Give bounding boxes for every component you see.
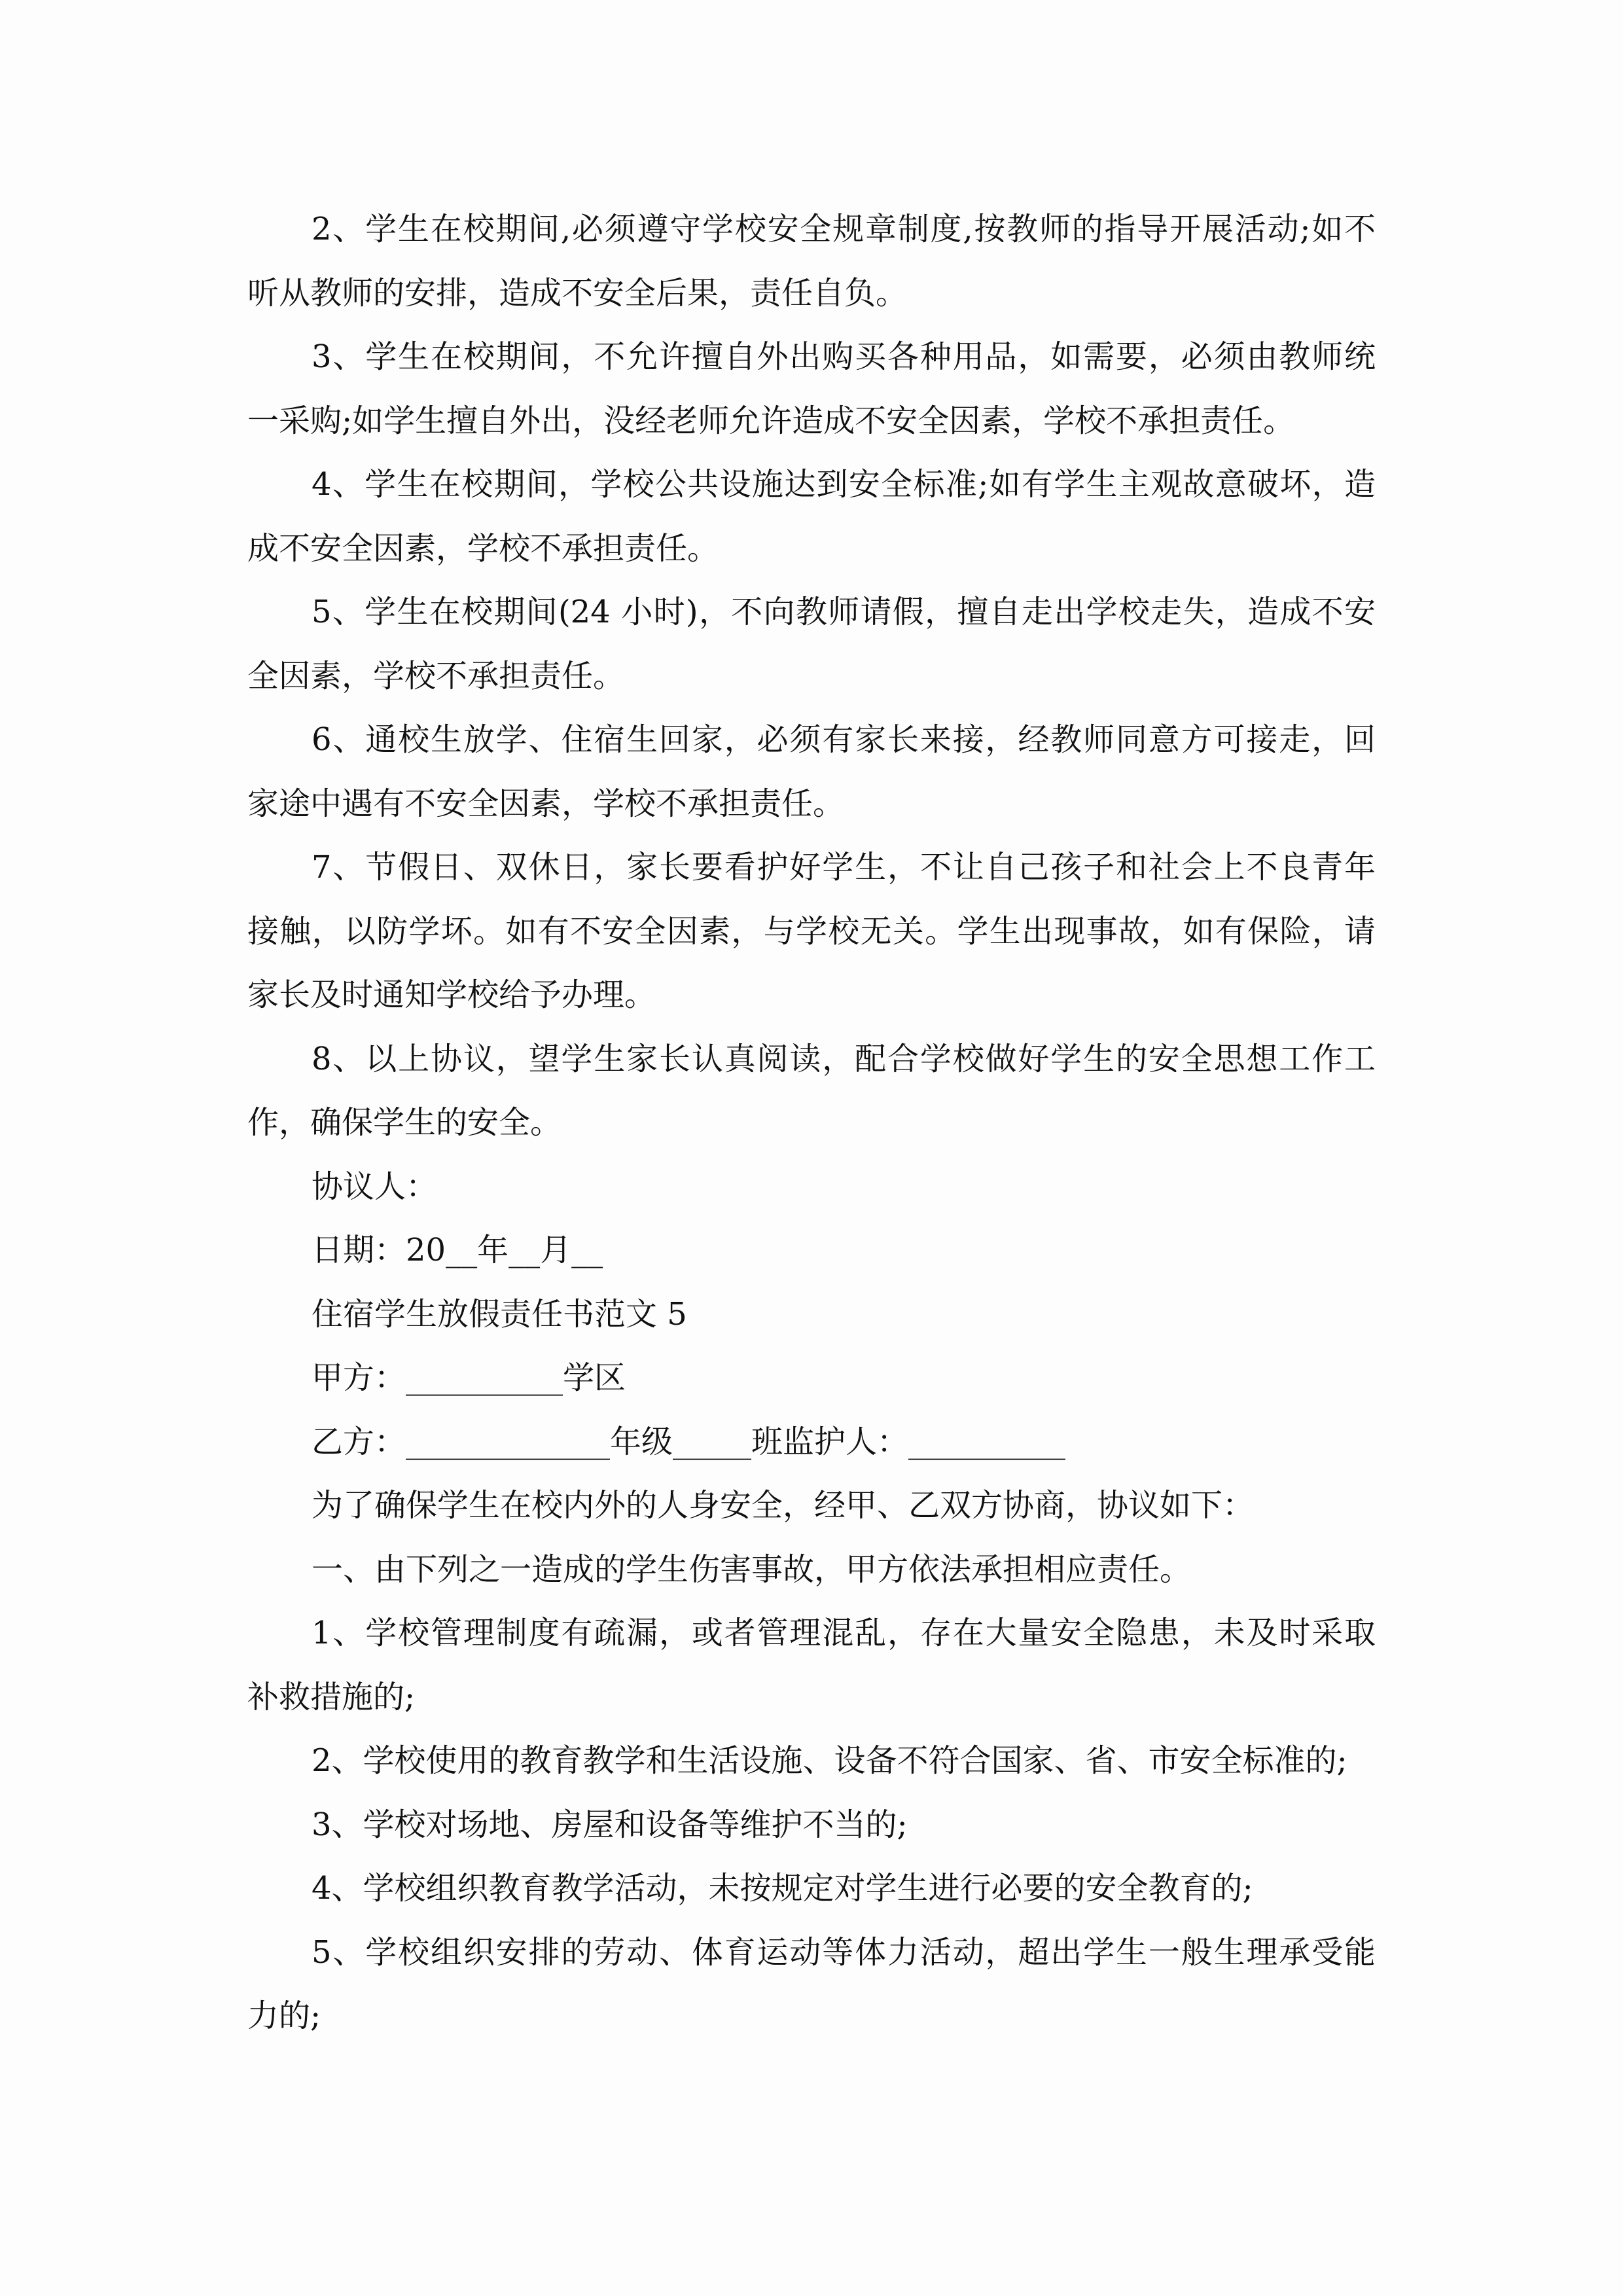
- text-line: 8、以上协议，望学生家长认真阅读，配合学校做好学生的安全思想工作工: [312, 1040, 1376, 1077]
- party-b-field: 乙方：_____________年级_____班监护人：__________: [312, 1423, 1066, 1460]
- text-line: 4、学生在校期间，学校公共设施达到安全标准;如有学生主观故意破坏，造: [312, 466, 1376, 503]
- party-a-field: 甲方：__________学区: [312, 1359, 626, 1396]
- clause-1-item-2: [247, 1729, 1376, 1793]
- text-line: 补救措施的;: [247, 1678, 416, 1715]
- text-line: 听从教师的安排，造成不安全后果，责任自负。: [247, 274, 908, 312]
- signatory-label: 协议人：: [312, 1168, 438, 1205]
- signatory-line: [247, 1155, 1376, 1219]
- text-line: 6、通校生放学、住宿生回家，必须有家长来接，经教师同意方可接走，回: [312, 721, 1376, 758]
- text-line: 成不安全因素，学校不承担责任。: [247, 529, 719, 567]
- clause-1-item-4: [247, 1857, 1376, 1921]
- text-line: 为了确保学生在校内外的人身安全，经甲、乙双方协商，协议如下：: [312, 1487, 1255, 1524]
- document-body: [247, 198, 1376, 2049]
- rule-6-paragraph: [247, 708, 1376, 836]
- clause-1-heading: [247, 1538, 1376, 1602]
- text-line: 一、由下列之一造成的学生伤害事故，甲方依法承担相应责任。: [312, 1551, 1192, 1588]
- text-line: 5、学校组织安排的劳动、体育运动等体力活动，超出学生一般生理承受能: [312, 1933, 1376, 1971]
- text-line: 2、学校使用的教育教学和生活设施、设备不符合国家、省、市安全标准的;: [312, 1742, 1347, 1779]
- text-line: 5、学生在校期间(24 小时)，不向教师请假，擅自走出学校走失，造成不安: [312, 594, 1376, 630]
- section-title: [247, 1283, 1376, 1347]
- clause-1-item-5: [247, 1921, 1376, 2049]
- text-line: 力的;: [247, 1998, 321, 2034]
- text-line: 4、学校组织教育教学活动，未按规定对学生进行必要的安全教育的;: [312, 1870, 1253, 1907]
- party-a-line: [247, 1346, 1376, 1410]
- text-line: 3、学校对场地、房屋和设备等维护不当的;: [312, 1806, 908, 1843]
- text-line: 接触，以防学坏。如有不安全因素，与学校无关。学生出现事故，如有保险，请: [247, 912, 1376, 950]
- rule-5-paragraph: [247, 581, 1376, 708]
- text-line: 1、学校管理制度有疏漏，或者管理混乱，存在大量安全隐患，未及时采取: [312, 1615, 1376, 1651]
- text-line: 家途中遇有不安全因素，学校不承担责任。: [247, 785, 845, 822]
- text-line: 作，确保学生的安全。: [247, 1104, 562, 1141]
- text-line: 3、学生在校期间，不允许擅自外出购买各种用品，如需要，必须由教师统: [312, 338, 1376, 375]
- text-line: 2、学生在校期间,必须遵守学校安全规章制度,按教师的指导开展活动;如不: [312, 211, 1376, 247]
- text-line: 7、节假日、双休日，家长要看护好学生，不让自己孩子和社会上不良青年: [312, 849, 1376, 886]
- rule-4-paragraph: [247, 453, 1376, 581]
- rule-7-paragraph: [247, 836, 1376, 1028]
- date-field: 日期：20__年__月__: [312, 1232, 603, 1268]
- date-line: [247, 1219, 1376, 1283]
- preamble-paragraph: [247, 1474, 1376, 1538]
- text-line: 全因素，学校不承担责任。: [247, 657, 625, 694]
- text-line: 一采购;如学生擅自外出，没经老师允许造成不安全因素，学校不承担责任。: [247, 402, 1295, 439]
- text-line: 家长及时通知学校给予办理。: [247, 977, 656, 1013]
- section-heading: 住宿学生放假责任书范文 5: [312, 1295, 687, 1333]
- rule-3-paragraph: [247, 325, 1376, 453]
- clause-1-item-1: [247, 1602, 1376, 1729]
- party-b-line: [247, 1410, 1376, 1475]
- rule-8-paragraph: [247, 1028, 1376, 1155]
- clause-1-item-3: [247, 1793, 1376, 1857]
- rule-2-paragraph: [247, 198, 1376, 325]
